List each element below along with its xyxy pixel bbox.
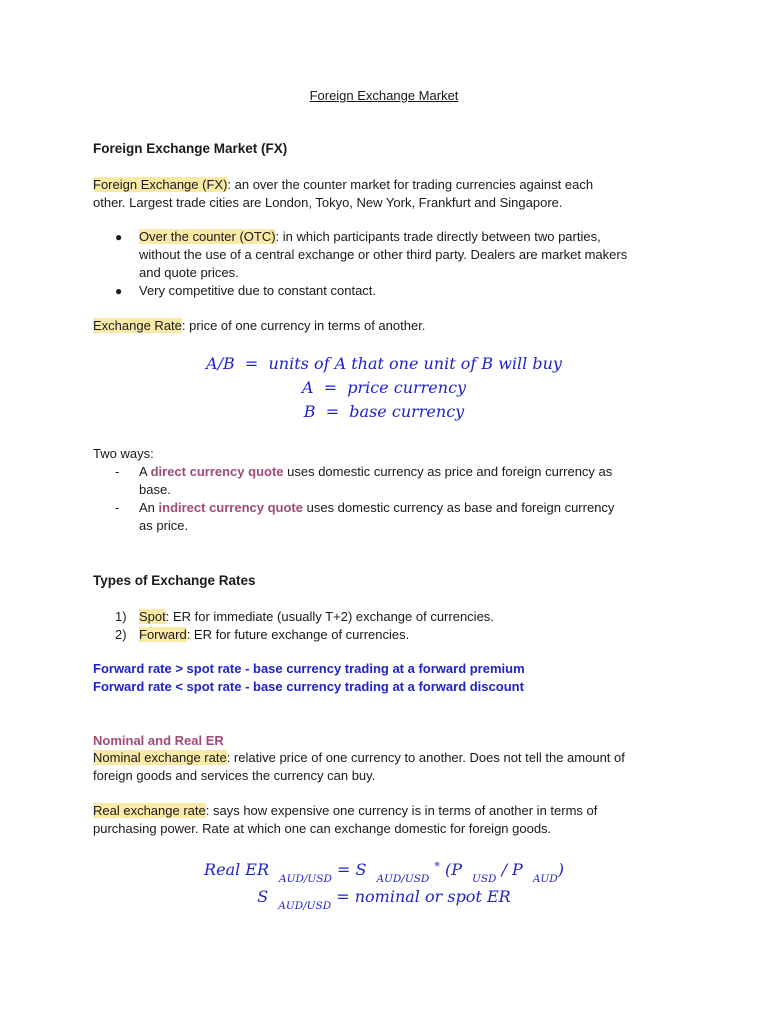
section-heading-nominal-real: Nominal and Real ER <box>93 733 224 748</box>
fx-def-line1: : an over the counter market for trading currencies against each <box>227 177 594 192</box>
formula-open: (P <box>445 860 463 879</box>
competitive-text: Very competitive due to constant contact. <box>139 283 377 298</box>
direct-quote-term: direct currency quote <box>150 464 284 479</box>
section-heading-types: Types of Exchange Rates <box>93 573 256 588</box>
formula-s: S <box>355 860 367 879</box>
exchange-rate-definition <box>93 317 678 335</box>
formula-sub-aud-usd-2: AUD/USD <box>376 873 430 885</box>
er-def: : price of one currency in terms of another. <box>181 318 426 333</box>
er-term: Exchange Rate <box>93 318 182 333</box>
formula-sub-aud-usd-3: AUD/USD <box>278 900 332 912</box>
real-line1: : says how expensive one currency is in terms of another in terms of <box>205 803 598 818</box>
formula-star: * <box>434 860 440 873</box>
fx-definition <box>93 176 678 212</box>
number-marker: 1) <box>115 609 127 624</box>
fx-term: Foreign Exchange (FX) <box>93 177 228 192</box>
formula-real-er-line2 <box>0 885 768 918</box>
otc-line1: : in which participants trade directly between two parties, <box>275 229 601 244</box>
forward-term: Forward <box>139 627 187 642</box>
formula-ab-line3: B = base currency <box>303 402 465 421</box>
formula-ab-line2: A = price currency <box>301 378 467 397</box>
formula-s-line2: S <box>257 887 269 906</box>
formula-ab-line1: A/B = units of A that one unit of B will buy <box>206 354 562 373</box>
spot-term: Spot <box>139 609 166 624</box>
otc-line3: and quote prices. <box>139 265 239 280</box>
two-ways-label: Two ways: <box>93 446 154 461</box>
forward-premium-note: Forward rate > spot rate - base currency trading at a forward premium <box>93 661 525 676</box>
document-title: Foreign Exchange Market <box>309 88 459 103</box>
nominal-term: Nominal exchange rate <box>93 750 227 765</box>
otc-term: Over the counter (OTC) <box>139 229 276 244</box>
direct-pre: A <box>139 464 151 479</box>
nominal-line1: : relative price of one currency to another. Does not tell the amount of <box>226 750 625 765</box>
indirect-pre: An <box>139 500 159 515</box>
fx-def-line2: other. Largest trade cities are London, Tokyo, New York, Frankfurt and Singapore. <box>93 195 563 210</box>
forward-def: : ER for future exchange of currencies. <box>186 627 410 642</box>
formula-sub-usd: USD <box>472 873 497 885</box>
formula-sub-aud: AUD <box>532 873 558 885</box>
indirect-line2: as price. <box>139 518 189 533</box>
forward-discount-note: Forward rate < spot rate - base currency trading at a forward discount <box>93 679 524 694</box>
bullet-marker: ● <box>115 230 123 244</box>
nominal-line2: foreign goods and services the currency can buy. <box>93 768 376 783</box>
dash-marker: - <box>115 500 120 515</box>
formula-close: ) <box>557 860 564 879</box>
formula-line2-rest: = nominal or spot ER <box>336 887 511 906</box>
formula-real-er: Real ER <box>204 860 270 879</box>
number-marker: 2) <box>115 627 127 642</box>
otc-line2: without the use of a central exchange or other third party. Dealers are market makers <box>139 247 628 262</box>
nominal-er-definition <box>93 749 678 785</box>
direct-line2: base. <box>139 482 171 497</box>
direct-post: uses domestic currency as price and foreign currency as <box>283 464 613 479</box>
indirect-post: uses domestic currency as base and foreign currency <box>303 500 615 515</box>
indirect-quote-term: indirect currency quote <box>158 500 303 515</box>
real-er-definition <box>93 802 678 838</box>
formula-slash: / P <box>501 860 523 879</box>
spot-def: : ER for immediate (usually T+2) exchange of currencies. <box>165 609 494 624</box>
dash-marker: - <box>115 464 120 479</box>
real-line2: purchasing power. Rate at which one can exchange domestic for foreign goods. <box>93 821 552 836</box>
bullet-marker: ● <box>115 284 123 298</box>
formula-eq: = <box>336 860 351 879</box>
real-term: Real exchange rate <box>93 803 206 818</box>
section-heading-fx: Foreign Exchange Market (FX) <box>93 141 288 156</box>
formula-sub-aud-usd: AUD/USD <box>279 873 332 885</box>
